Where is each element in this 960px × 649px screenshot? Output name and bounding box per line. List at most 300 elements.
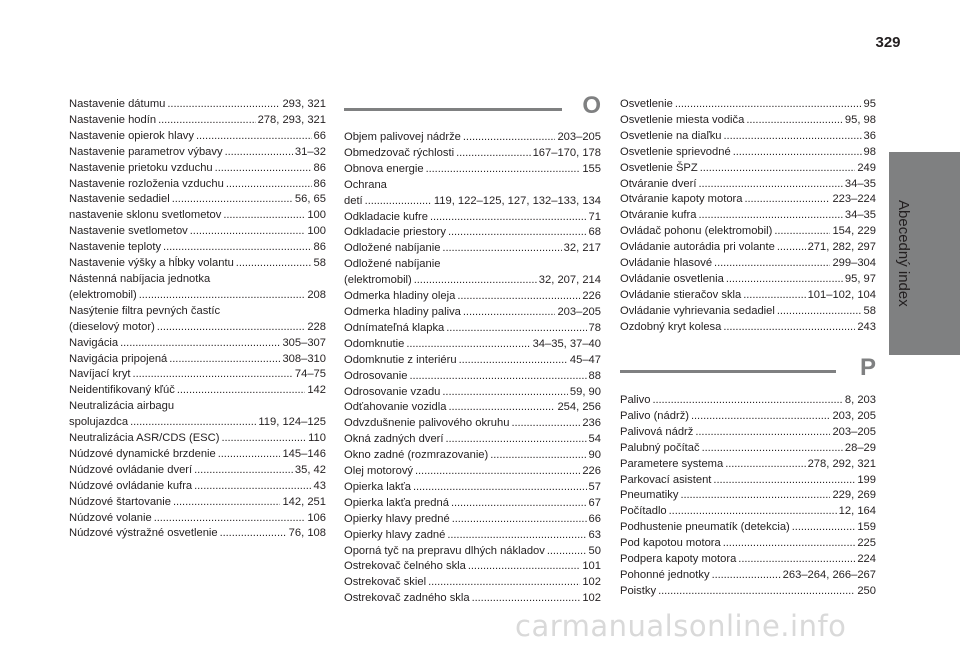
- index-entry-continued: Neutralizácia airbagu: [69, 400, 175, 413]
- entry-pages: 45–47: [569, 353, 601, 366]
- index-entry: [69, 463, 326, 479]
- entry-label: Núdzové ovládanie dverí: [69, 463, 193, 476]
- entry-pages: 50: [588, 544, 601, 557]
- dot-leader: [130, 415, 256, 431]
- entry-pages: 28–29: [844, 441, 876, 454]
- entry-pages: 57: [588, 480, 601, 493]
- index-entry: [620, 288, 876, 304]
- entry-label: Ovládanie stieračov skla: [620, 288, 742, 301]
- dot-leader: [442, 385, 567, 401]
- index-entry: [620, 393, 876, 409]
- dot-leader: [724, 129, 862, 145]
- entry-pages: 199: [857, 473, 876, 486]
- watermark: carmanualsonline.info: [515, 609, 847, 643]
- entry-label: Osvetlenie ŠPZ: [620, 161, 698, 174]
- index-entry: [344, 512, 601, 528]
- index-entry: [620, 488, 876, 504]
- entry-label: Ovládanie vyhrievania sedadiel: [620, 304, 775, 317]
- dot-leader: [774, 224, 830, 240]
- dot-leader: [172, 192, 293, 208]
- dot-leader: [723, 536, 856, 552]
- index-entry: [69, 129, 326, 145]
- entry-label: Odkladacie kufre: [344, 210, 428, 223]
- index-entry: [69, 495, 326, 511]
- entry-pages: 203–205: [557, 305, 601, 318]
- dot-leader: [226, 177, 312, 193]
- section-letter-o: O: [582, 92, 601, 119]
- index-entry: [620, 568, 876, 584]
- dot-leader: [409, 369, 586, 385]
- entry-label: Ovládanie autorádia pri volante: [620, 241, 775, 254]
- entry-label: Obnova energie: [344, 162, 424, 175]
- index-entry: [69, 97, 326, 113]
- entry-pages: 31–32: [294, 145, 326, 158]
- entry-pages: 154, 229: [832, 225, 876, 238]
- dot-leader: [738, 552, 855, 568]
- index-entry: [69, 479, 326, 495]
- dot-leader: [695, 425, 830, 441]
- entry-label: Ovládač pohonu (elektromobil): [620, 225, 773, 238]
- entry-pages: 308–310: [282, 352, 326, 365]
- entry-label: Palivová nádrž: [620, 425, 694, 438]
- entry-pages: 100: [307, 209, 326, 222]
- entry-label: Podpera kapoty motora: [620, 553, 737, 566]
- dot-leader: [446, 432, 587, 448]
- dot-leader: [700, 161, 856, 177]
- dot-leader: [196, 129, 312, 145]
- entry-pages: 32, 217: [563, 242, 601, 255]
- index-entry: [69, 367, 326, 383]
- entry-pages: 254, 256: [557, 401, 601, 414]
- dot-leader: [154, 511, 306, 527]
- index-entry: [620, 113, 876, 129]
- entry-pages: 12, 164: [838, 505, 876, 518]
- dot-leader: [472, 591, 581, 607]
- entry-pages: 226: [582, 290, 601, 303]
- dot-leader: [169, 352, 280, 368]
- index-entry: [344, 369, 601, 385]
- index-entry: [69, 256, 326, 272]
- index-column-1: [69, 97, 326, 542]
- entry-label: Osvetlenie na diaľku: [620, 129, 722, 142]
- entry-label: spolujazdca: [69, 416, 129, 429]
- entry-pages: 293, 321: [282, 98, 326, 110]
- dot-leader: [457, 289, 580, 305]
- index-entry: [620, 129, 876, 145]
- index-entry: [69, 526, 326, 542]
- section-rule: [620, 370, 836, 373]
- index-entry: [620, 304, 876, 320]
- index-entry-continued: Nasýtenie filtra pevných častíc: [69, 304, 221, 317]
- entry-label: (elektromobil): [69, 288, 137, 301]
- entry-pages: 203–205: [832, 425, 876, 438]
- dot-leader: [415, 464, 580, 480]
- entry-label: Nastavenie svetlometov: [69, 225, 188, 238]
- entry-pages: 142: [307, 384, 326, 397]
- dot-leader: [675, 97, 862, 113]
- entry-pages: 86: [313, 161, 326, 174]
- index-entry: [620, 145, 876, 161]
- index-entry: [69, 113, 326, 129]
- index-entry: [69, 224, 326, 240]
- index-entry: [620, 97, 876, 113]
- entry-pages: 155: [582, 162, 601, 175]
- dot-leader: [163, 240, 312, 256]
- index-entry: [620, 192, 876, 208]
- dot-leader: [714, 256, 830, 272]
- entry-pages: 142, 251: [282, 495, 326, 508]
- entry-pages: 167–170, 178: [532, 146, 601, 159]
- dot-leader: [177, 383, 305, 399]
- entry-label: Navíjací kryt: [69, 368, 131, 381]
- entry-pages: 101–102, 104: [807, 288, 876, 301]
- index-entry: [344, 480, 601, 496]
- index-entry: [620, 240, 876, 256]
- entry-pages: 119, 122–125, 127, 132–133, 134: [433, 194, 601, 207]
- index-entry-continued: Odložené nabíjanie: [344, 258, 441, 271]
- dot-leader: [463, 130, 556, 146]
- dot-leader: [451, 496, 587, 512]
- entry-label: Olej motorový: [344, 465, 414, 478]
- entry-label: Odnímateľná klapka: [344, 321, 445, 334]
- dot-leader: [158, 113, 255, 129]
- entry-label: Okná zadných dverí: [344, 433, 444, 446]
- section-letter-p: P: [859, 354, 876, 381]
- dot-leader: [406, 337, 530, 353]
- entry-label: nastavenie sklonu svetlometov: [69, 209, 222, 222]
- entry-label: Odrosovanie vzadu: [344, 385, 441, 398]
- index-entry: [620, 584, 876, 600]
- entry-pages: 100: [307, 225, 326, 238]
- entry-label: Odkladacie priestory: [344, 226, 446, 239]
- index-entry: [344, 575, 601, 591]
- entry-pages: 76, 108: [288, 527, 326, 540]
- entry-pages: 67: [588, 496, 601, 509]
- dot-leader: [223, 208, 305, 224]
- index-entry: [344, 321, 601, 337]
- entry-pages: 58: [313, 257, 326, 270]
- entry-label: Neutralizácia ASR/CDS (ESC): [69, 432, 220, 445]
- entry-label: Palivo: [620, 394, 651, 406]
- entry-label: Nastavenie opierok hlavy: [69, 129, 194, 142]
- index-entry: [344, 400, 601, 416]
- entry-pages: 271, 282, 297: [807, 241, 876, 254]
- index-entry: [69, 336, 326, 352]
- index-entry: [344, 305, 601, 321]
- entry-pages: 299–304: [832, 257, 876, 270]
- entry-pages: 59, 90: [569, 385, 601, 398]
- dot-leader: [777, 240, 806, 256]
- dot-leader: [652, 393, 842, 409]
- entry-pages: 34–35, 37–40: [532, 337, 601, 350]
- dot-leader: [225, 145, 293, 161]
- index-entry: [620, 224, 876, 240]
- index-entry: [620, 409, 876, 425]
- dot-leader: [726, 272, 843, 288]
- entry-pages: 35, 42: [294, 463, 326, 476]
- entry-label: Parametere systema: [620, 457, 724, 470]
- entry-pages: 95: [863, 98, 876, 110]
- entry-label: Ostrekovač skiel: [344, 576, 427, 589]
- entry-label: Nastavenie rozloženia vzduchu: [69, 177, 224, 190]
- entry-label: Nastavenie prietoku vzduchu: [69, 161, 213, 174]
- dot-leader: [490, 448, 586, 464]
- index-entry: [69, 208, 326, 224]
- entry-pages: 66: [313, 129, 326, 142]
- index-entry: [620, 177, 876, 193]
- entry-label: Odrosovanie: [344, 369, 408, 382]
- side-tab-label: Abecedný index: [895, 200, 912, 307]
- index-entry-continued: Nástenná nabíjacia jednotka: [69, 272, 211, 285]
- dot-leader: [428, 575, 580, 591]
- entry-pages: 95, 97: [844, 272, 876, 285]
- entry-pages: 159: [857, 521, 876, 534]
- entry-pages: 243: [857, 320, 876, 333]
- index-entry: [344, 591, 601, 607]
- entry-pages: 278, 292, 321: [807, 457, 876, 470]
- index-entry: [620, 552, 876, 568]
- entry-pages: 36: [863, 129, 876, 142]
- index-entry: [344, 273, 601, 289]
- entry-pages: 88: [588, 369, 601, 382]
- dot-leader: [194, 479, 311, 495]
- entry-pages: 90: [588, 449, 601, 462]
- dot-leader: [680, 488, 830, 504]
- entry-label: Pod kapotou motora: [620, 537, 721, 550]
- entry-pages: 236: [582, 417, 601, 430]
- index-entry: [344, 353, 601, 369]
- dot-leader: [712, 568, 781, 584]
- entry-label: Otváranie dverí: [620, 177, 697, 190]
- entry-label: Núdzové volanie: [69, 511, 152, 524]
- entry-pages: 250: [857, 584, 876, 597]
- dot-leader: [792, 520, 856, 536]
- index-entry: [344, 194, 601, 210]
- index-entry: [620, 473, 876, 489]
- entry-pages: 203–205: [557, 131, 601, 143]
- entry-pages: 278, 293, 321: [257, 113, 326, 126]
- entry-label: Palivo (nádrž): [620, 409, 690, 422]
- dot-leader: [167, 97, 280, 113]
- entry-label: Oporná tyč na prepravu dlhých nákladov: [344, 544, 545, 557]
- dot-leader: [733, 145, 862, 161]
- entry-label: Opierky hlavy zadné: [344, 528, 446, 541]
- entry-label: Núdzové štartovanie: [69, 495, 171, 508]
- dot-leader: [218, 447, 281, 463]
- entry-label: Parkovací asistent: [620, 473, 712, 486]
- entry-label: Opierka lakťa: [344, 480, 411, 493]
- entry-label: Nastavenie výšky a hĺbky volantu: [69, 257, 234, 270]
- entry-pages: 224: [857, 553, 876, 566]
- index-entry: [620, 161, 876, 177]
- entry-label: Osvetlenie: [620, 98, 673, 110]
- dot-leader: [468, 559, 580, 575]
- entry-pages: 66: [588, 512, 601, 525]
- entry-pages: 78: [588, 321, 601, 334]
- entry-pages: 101: [582, 560, 601, 573]
- entry-label: Nastavenie sedadiel: [69, 193, 170, 206]
- index-entry: [344, 496, 601, 512]
- dot-leader: [459, 353, 568, 369]
- section-rule: [344, 108, 562, 111]
- index-entry: [344, 448, 601, 464]
- dot-leader: [133, 367, 293, 383]
- entry-label: Odvzdušnenie palivového okruhu: [344, 417, 510, 430]
- dot-leader: [221, 431, 306, 447]
- entry-pages: 223–224: [832, 193, 876, 206]
- entry-pages: 86: [313, 177, 326, 190]
- dot-leader: [194, 463, 293, 479]
- index-entry: [344, 544, 601, 560]
- entry-label: Obmedzovač rýchlosti: [344, 146, 455, 159]
- dot-leader: [658, 584, 855, 600]
- dot-leader: [452, 512, 587, 528]
- entry-pages: 225: [857, 537, 876, 550]
- entry-label: Okno zadné (rozmrazovanie): [344, 449, 489, 462]
- dot-leader: [413, 480, 587, 496]
- entry-pages: 56, 65: [294, 193, 326, 206]
- dot-leader: [698, 177, 842, 193]
- index-entry: [620, 272, 876, 288]
- index-entry: [620, 256, 876, 272]
- entry-pages: 249: [857, 161, 876, 174]
- entry-pages: 228: [307, 320, 326, 333]
- entry-label: Otváranie kufra: [620, 209, 697, 222]
- dot-leader: [713, 473, 855, 489]
- dot-leader: [745, 192, 831, 208]
- entry-label: Ostrekovač čelného skla: [344, 560, 466, 573]
- entry-label: Ozdobný kryt kolesa: [620, 320, 722, 333]
- dot-leader: [448, 225, 587, 241]
- entry-pages: 68: [588, 226, 601, 239]
- index-entry: [344, 464, 601, 480]
- entry-label: Nastavenie dátumu: [69, 98, 166, 110]
- entry-label: Nastavenie parametrov výbavy: [69, 145, 223, 158]
- dot-leader: [702, 441, 843, 457]
- entry-pages: 58: [863, 304, 876, 317]
- entry-label: (dieselový motor): [69, 320, 155, 333]
- index-entry: [69, 240, 326, 256]
- index-entry: [344, 416, 601, 432]
- index-entry: [69, 177, 326, 193]
- entry-pages: 43: [313, 479, 326, 492]
- dot-leader: [139, 288, 306, 304]
- dot-leader: [190, 224, 306, 240]
- dot-leader: [220, 526, 287, 542]
- dot-leader: [669, 504, 837, 520]
- entry-pages: 102: [582, 592, 601, 605]
- index-entry: [620, 536, 876, 552]
- entry-label: Nastavenie teploty: [69, 241, 162, 254]
- entry-label: Osvetlenie sprievodné: [620, 145, 731, 158]
- index-column-2: [344, 130, 601, 607]
- index-entry: [344, 432, 601, 448]
- index-entry: [69, 447, 326, 463]
- index-entry: [344, 225, 601, 241]
- entry-label: Odomknutie: [344, 337, 405, 350]
- entry-label: Pneumatiky: [620, 489, 679, 502]
- section-header-p: [620, 354, 876, 382]
- index-entry: [620, 441, 876, 457]
- entry-label: Objem palivovej nádrže: [344, 131, 461, 143]
- entry-label: Odmerka hladiny paliva: [344, 305, 461, 318]
- entry-pages: 102: [582, 576, 601, 589]
- entry-label: Ovládanie hlasové: [620, 257, 713, 270]
- dot-leader: [698, 208, 842, 224]
- index-entry: [344, 241, 601, 257]
- entry-pages: 229, 269: [832, 489, 876, 502]
- dot-leader: [215, 161, 312, 177]
- dot-leader: [746, 113, 843, 129]
- index-column-3-p: [620, 393, 876, 600]
- entry-label: Palubný počítač: [620, 441, 700, 454]
- entry-pages: 34–35: [844, 177, 876, 190]
- index-entry: [69, 288, 326, 304]
- dot-leader: [426, 162, 581, 178]
- entry-label: (elektromobil): [344, 274, 412, 287]
- dot-leader: [173, 495, 280, 511]
- entry-label: Odťahovanie vozidla: [344, 401, 447, 414]
- index-entry: [344, 146, 601, 162]
- entry-label: Odložené nabíjanie: [344, 242, 441, 255]
- dot-leader: [236, 256, 312, 272]
- index-entry: [620, 457, 876, 473]
- index-entry-continued: Ochrana: [344, 178, 387, 191]
- index-entry: [344, 385, 601, 401]
- entry-label: Poistky: [620, 584, 657, 597]
- index-entry: [344, 210, 601, 226]
- entry-pages: 71: [588, 210, 601, 223]
- index-entry: [69, 352, 326, 368]
- index-entry: [344, 130, 601, 146]
- index-column-3: [620, 97, 876, 336]
- dot-leader: [547, 544, 587, 560]
- dot-leader: [723, 320, 855, 336]
- index-entry: [344, 559, 601, 575]
- entry-label: Núdzové výstražné osvetlenie: [69, 527, 218, 540]
- entry-pages: 145–146: [282, 447, 326, 460]
- entry-label: Ostrekovač zadného skla: [344, 592, 470, 605]
- index-entry: [620, 208, 876, 224]
- index-entry: [69, 320, 326, 336]
- dot-leader: [442, 241, 561, 257]
- dot-leader: [463, 305, 556, 321]
- entry-pages: 74–75: [294, 368, 326, 381]
- index-entry: [69, 383, 326, 399]
- entry-label: Navigácia: [69, 336, 119, 349]
- entry-pages: 119, 124–125: [258, 416, 326, 429]
- index-entry: [344, 528, 601, 544]
- index-entry: [620, 504, 876, 520]
- entry-pages: 208: [307, 288, 326, 301]
- entry-label: Pohonné jednotky: [620, 568, 710, 581]
- dot-leader: [365, 194, 432, 210]
- entry-label: Osvetlenie miesta vodiča: [620, 113, 745, 126]
- dot-leader: [743, 288, 805, 304]
- entry-pages: 110: [308, 432, 326, 445]
- index-entry: [69, 511, 326, 527]
- entry-label: Neidentifikovaný kľúč: [69, 384, 175, 397]
- entry-pages: 98: [863, 145, 876, 158]
- entry-label: Nastavenie hodín: [69, 113, 157, 126]
- dot-leader: [777, 304, 862, 320]
- entry-label: Núdzové dynamické brzdenie: [69, 447, 216, 460]
- dot-leader: [456, 146, 531, 162]
- entry-label: Navigácia pripojená: [69, 352, 168, 365]
- dot-leader: [157, 320, 306, 336]
- entry-pages: 263–264, 266–267: [782, 568, 876, 581]
- entry-pages: 86: [313, 241, 326, 254]
